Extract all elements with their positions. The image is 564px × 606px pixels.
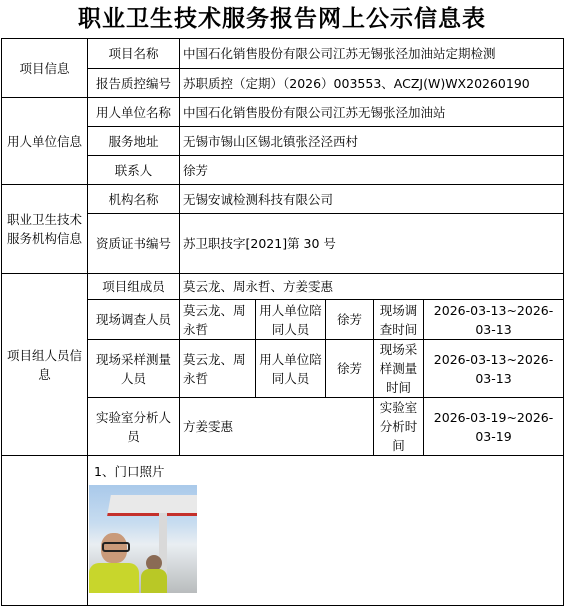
employer-name-label: 用人单位名称 bbox=[88, 98, 180, 127]
survey-time-value: 2026-03-13~2026-03-13 bbox=[424, 300, 564, 340]
agency-name-value: 无锡安诚检测科技有限公司 bbox=[180, 185, 564, 214]
project-name-label: 项目名称 bbox=[88, 39, 180, 69]
survey-time-label: 现场调查时间 bbox=[374, 300, 424, 340]
team-info-section-label: 项目组人员信息 bbox=[2, 274, 88, 456]
survey-escort-label: 用人单位陪同人员 bbox=[256, 300, 326, 340]
team-members-value: 莫云龙、周永哲、方姜雯惠 bbox=[180, 274, 564, 300]
employer-name-value: 中国石化销售股份有限公司江苏无锡张泾加油站 bbox=[180, 98, 564, 127]
sampling-escort-label: 用人单位陪同人员 bbox=[256, 340, 326, 398]
sampling-escort-value: 徐芳 bbox=[326, 340, 374, 398]
agency-name-label: 机构名称 bbox=[88, 185, 180, 214]
table-row bbox=[2, 39, 564, 69]
photo-cell bbox=[88, 456, 564, 606]
photo-caption: 1、门口照片 bbox=[94, 464, 165, 479]
lab-staff-label: 实验室分析人员 bbox=[88, 398, 180, 456]
survey-staff-value: 莫云龙、周永哲 bbox=[180, 300, 256, 340]
page-title: 职业卫生技术服务报告网上公示信息表 bbox=[78, 6, 486, 32]
project-info-section-label: 项目信息 bbox=[2, 39, 88, 98]
agency-info-section-label: 职业卫生技术服务机构信息 bbox=[2, 185, 88, 274]
service-address-value: 无锡市锡山区锡北镇张泾泾西村 bbox=[180, 127, 564, 156]
certificate-number-label: 资质证书编号 bbox=[88, 214, 180, 274]
certificate-number-value: 苏卫职技字[2021]第 30 号 bbox=[180, 214, 564, 274]
entrance-photo bbox=[89, 485, 197, 593]
table-row bbox=[2, 185, 564, 214]
contact-value: 徐芳 bbox=[180, 156, 564, 185]
table-row bbox=[2, 456, 564, 606]
table-row bbox=[2, 274, 564, 300]
report-number-label: 报告质控编号 bbox=[88, 69, 180, 98]
project-name-value: 中国石化销售股份有限公司江苏无锡张泾加油站定期检测 bbox=[180, 39, 564, 69]
contact-label: 联系人 bbox=[88, 156, 180, 185]
sampling-time-label: 现场采样测量时间 bbox=[374, 340, 424, 398]
table-row bbox=[2, 98, 564, 127]
lab-time-value: 2026-03-19~2026-03-19 bbox=[424, 398, 564, 456]
sampling-staff-value: 莫云龙、周永哲 bbox=[180, 340, 256, 398]
service-address-label: 服务地址 bbox=[88, 127, 180, 156]
survey-escort-value: 徐芳 bbox=[326, 300, 374, 340]
info-table bbox=[1, 38, 564, 606]
employer-info-section-label: 用人单位信息 bbox=[2, 98, 88, 185]
report-number-value: 苏职质控（定期）（2026）003553、ACZJ(W)WX20260190 bbox=[180, 69, 564, 98]
sampling-staff-label: 现场采样测量人员 bbox=[88, 340, 180, 398]
sampling-time-value: 2026-03-13~2026-03-13 bbox=[424, 340, 564, 398]
team-members-label: 项目组成员 bbox=[88, 274, 180, 300]
lab-time-label: 实验室分析时间 bbox=[374, 398, 424, 456]
survey-staff-label: 现场调查人员 bbox=[88, 300, 180, 340]
photo-section-blank bbox=[2, 456, 88, 606]
lab-staff-value: 方姜雯惠 bbox=[180, 398, 374, 456]
